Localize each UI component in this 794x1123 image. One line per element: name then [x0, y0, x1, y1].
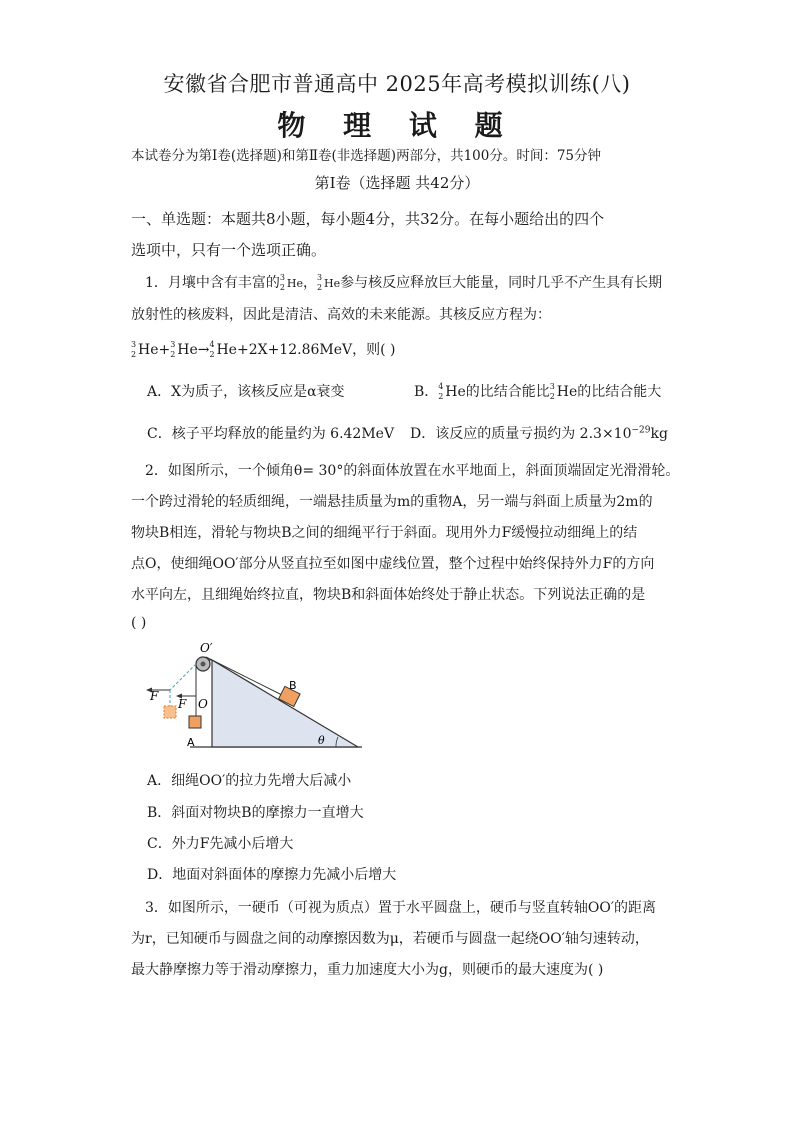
label-a: A: [187, 736, 195, 749]
q3-line2: 为r，已知硬币与圆盘之间的动摩擦因数为μ，若硬币与圆盘一起绕OO′轴匀速转动，: [131, 931, 649, 947]
section1-line1: 一、单选题：本题共8小题，每小题4分，共32分。在每小题给出的四个: [131, 210, 605, 228]
part1-heading: 第Ⅰ卷（选择题 共42分）: [314, 174, 480, 192]
q1-line2: 放射性的核废料，因此是清洁、高效的未来能源。其核反应方程为：: [131, 307, 551, 323]
q2-option-d[interactable]: D．地面对斜面体的摩擦力先减小后增大: [147, 867, 397, 883]
subject-title: 物 理 试 题: [277, 109, 517, 142]
q1-option-b[interactable]: B． 4 2 He的比结合能比 3 2 He的比结合能大: [414, 382, 662, 401]
q1-line1: 1．月壤中含有丰富的 3 2 He， 3 2 He参与核反应释放巨大能量，同时几乎不产生具有长期: [145, 273, 663, 292]
label-theta: θ: [318, 734, 325, 747]
label-o-prime: O′: [200, 641, 213, 655]
q2-line4: 点O，使细绳OO′部分从竖直拉至如图中虚线位置，整个过程中始终保持外力F的方向: [131, 556, 655, 572]
label-o: O: [198, 697, 208, 711]
label-f-solid: F: [178, 697, 187, 711]
q2-option-b[interactable]: B．斜面对物块B的摩擦力一直增大: [147, 805, 364, 821]
exam-title: 安徽省合肥市普通高中 2025年高考模拟训练(八): [163, 72, 631, 96]
q2-line3: 物块B相连，滑轮与物块B之间的细绳平行于斜面。现用外力F缓慢拉动细绳上的结: [131, 525, 638, 541]
rope-dashed-diagonal: [170, 664, 196, 690]
block-a: [189, 716, 201, 728]
pulley-axle: [201, 662, 206, 667]
q1-option-d[interactable]: D．该反应的质量亏损约为 $2.3\times 10^{-29}kg$: [410, 425, 668, 442]
q2-line6: ( ): [131, 615, 147, 631]
q2-line5: 水平向左，且细绳始终拉直，物块B和斜面体始终处于静止状态。下列说法正确的是: [131, 587, 646, 603]
q3-line1: 3．如图所示，一硬币（可视为质点）置于水平圆盘上，硬币与竖直转轴OO′的距离: [145, 900, 657, 916]
q2-option-c[interactable]: C．外力F先减小后增大: [147, 836, 294, 852]
q1-option-c[interactable]: C．核子平均释放的能量约为 6.42MeV: [147, 426, 395, 442]
section1-line2: 选项中，只有一个选项正确。: [131, 241, 327, 259]
q3-line3: 最大静摩擦力等于滑动摩擦力，重力加速度大小为g，则硬币的最大速度为( ): [131, 962, 604, 978]
exam-intro: 本试卷分为第Ⅰ卷(选择题)和第Ⅱ卷(非选择题)两部分，共100分。时间：75分钟: [131, 148, 602, 164]
q1-option-a[interactable]: A．X为质子，该核反应是α衰变: [147, 384, 345, 400]
block-a-dashed: [164, 706, 176, 718]
incline-pulley-figure: [140, 640, 370, 755]
label-f-dashed: F: [150, 689, 159, 703]
q2-line1: 2．如图所示，一个倾角θ= 30°的斜面体放置在水平地面上，斜面顶端固定光滑滑轮。: [145, 463, 680, 479]
label-b: B: [289, 679, 297, 692]
q2-line2: 一个跨过滑轮的轻质细绳，一端悬挂质量为m的重物A，另一端与斜面上质量为2m的: [131, 494, 653, 510]
q1-equation: 3 2 He+ 3 2 He→ 4 2 He+2X+12.86MeV，则( ): [131, 340, 396, 359]
incline-body: [212, 660, 358, 747]
q2-option-a[interactable]: A．细绳OO′的拉力先增大后减小: [147, 773, 352, 789]
